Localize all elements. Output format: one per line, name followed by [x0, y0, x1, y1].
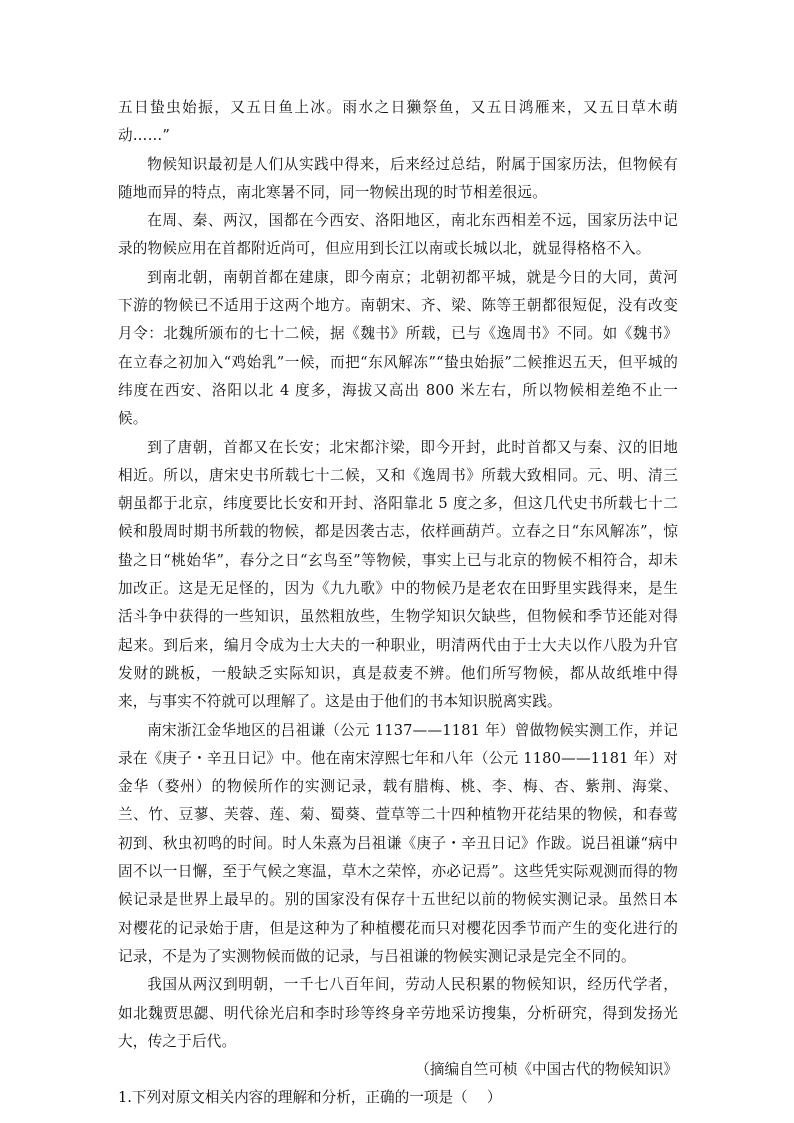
document-page	[118, 94, 678, 1113]
paragraph: 物候知识最初是人们从实践中得来，后来经过总结，附属于国家历法，但物候有随地而异的特点，南北寒暑不同，同一物候出现的时节相差很远。	[118, 155, 678, 201]
question-text: 1.下列对原文相关内容的理解和分析，正确的一项是（ ）	[118, 1089, 502, 1107]
paragraph: 到南北朝，南朝首都在建康，即今南京；北朝初都平城，就是今日的大同，黄河下游的物候已不适用于这两个地方。南朝宋、齐、梁、陈等王朝都很短促，没有改变月令：北魏所颁布的七十二候，据《魏书》所载，已与《逸周书》不同。如《魏书》在立春之初加入“鸡始乳”一候，而把“东风解冻”“蛰虫始振”二候推迟五天，但平城的纬度在西安、洛阳以北 4 度多，海拔又高出 800 米左右，所以物候相差绝不止一候。	[118, 268, 678, 428]
paragraph-continuation: 五日蛰虫始振，又五日鱼上冰。雨水之日獭祭鱼，又五日鸿雁来，又五日草木萌动……”	[118, 99, 678, 145]
paragraph: 我国从两汉到明朝，一千七八百年间，劳动人民积累的物候知识，经历代学者，如北魏贾思勰、明代徐光启和李时珍等终身辛劳地采访搜集，分析研究，得到发扬光大，传之于后代。	[118, 976, 678, 1050]
paragraph: 南宋浙江金华地区的吕祖谦（公元 1137——1181 年）曾做物候实测工作，并记录在《庚子・辛丑日记》中。他在南宋淳熙七年和八年（公元 1180——1181 年）对金华（婺州）的物候所作的实测记录，载有腊梅、桃、李、梅、杏、紫荆、海棠、兰、竹、豆蓼、芙蓉、莲、菊、蜀葵、萱草等二十四种植物开花结果的物候，和春莺初到、秋虫初鸣的时间。时人朱熹为吕祖谦《庚子・辛丑日记》作跋。说吕祖谦“病中固不以一日懈，至于气候之寒温，草木之荣悴，亦必记焉”。这些凭实际观测而得的物候记录是世界上最早的。别的国家没有保存十五世纪以前的物候实测记录。虽然日本对樱花的记录始于唐，但是这种为了种植樱花而只对樱花因季节而产生的变化进行的记录，不是为了实测物候而做的记录，与吕祖谦的物候实测记录是完全不同的。	[118, 721, 678, 965]
paragraph: 到了唐朝，首都又在长安；北宋都汴梁，即今开封，此时首都又与秦、汉的旧地相近。所以，唐宋史书所载七十二候，又和《逸周书》所载大致相同。元、明、清三朝虽都于北京，纬度要比长安和开封、洛阳靠北 5 度之多，但这几代史书所载七十二候和殷周时期书所载的物候，都是因袭古志，依样画葫芦。立春之日“东风解冻”，惊蛰之日“桃始华”，春分之日“玄鸟至”等物候，事实上已与北京的物候不相符合，却未加改正。这是无足怪的，因为《九九歌》中的物候乃是老农在田野里实践得来，是生活斗争中获得的一些知识，虽然粗放些，生物学知识欠缺些，但物候和季节还能对得起来。到后来，编月令成为士大夫的一种职业，明清两代由于士大夫以作八股为升官发财的跳板，一般缺乏实际知识，真是菽麦不辨。他们所写物候，都从故纸堆中得来，与事实不符就可以理解了。这是由于他们的书本知识脱离实践。	[118, 438, 678, 711]
source-citation: （摘编自竺可桢《中国古代的物候知识》	[415, 1061, 678, 1079]
paragraph: 在周、秦、两汉，国都在今西安、洛阳地区，南北东西相差不远，国家历法中记录的物候应用在首都附近尚可，但应用到长江以南或长城以北，就显得格格不入。	[118, 212, 678, 258]
